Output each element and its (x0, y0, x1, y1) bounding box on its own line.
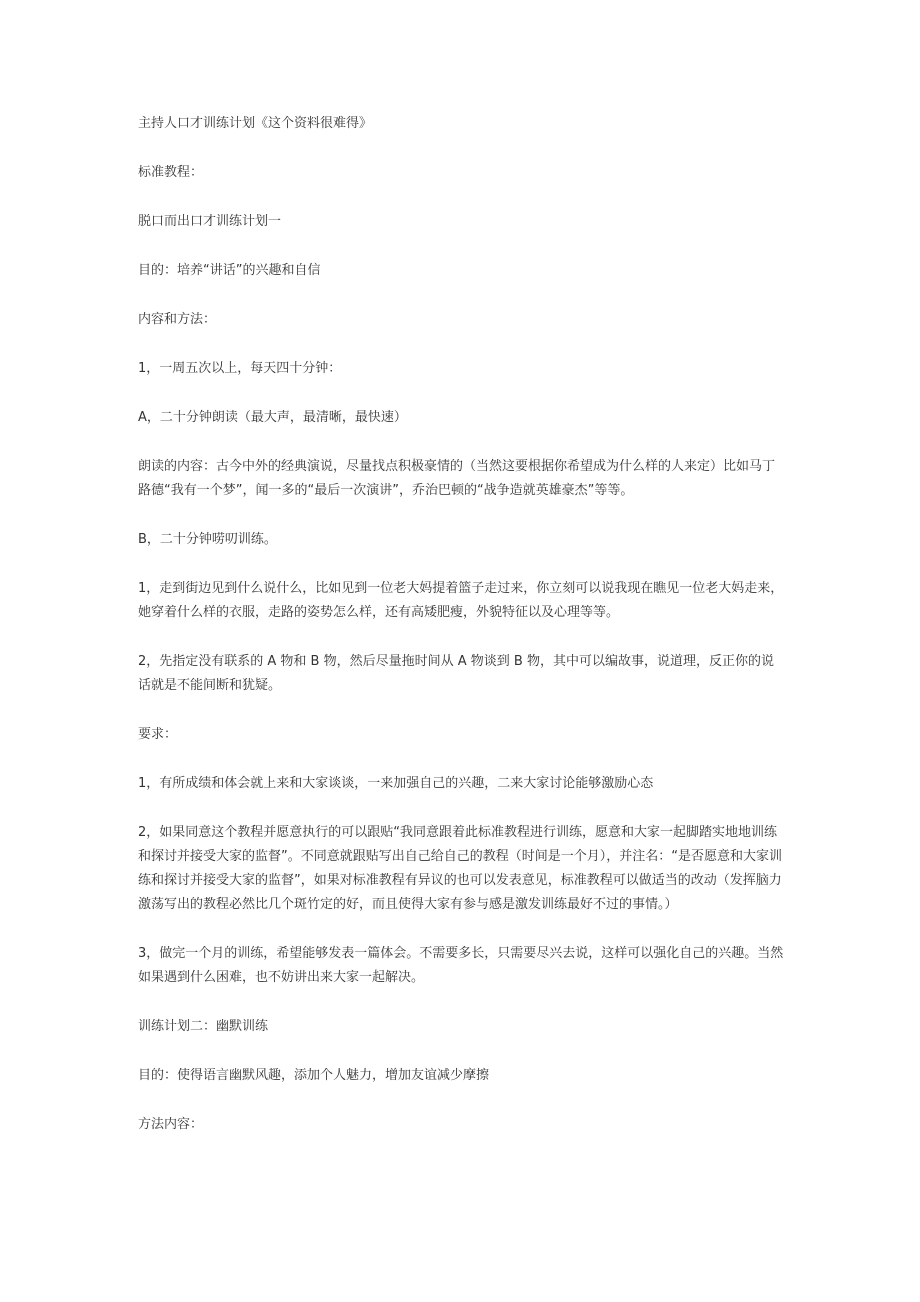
document-title: 主持人口才训练计划《这个资料很难得》 (138, 116, 373, 131)
paragraph: 内容和方法： (138, 312, 217, 327)
paragraph: 方法内容： (138, 1117, 204, 1132)
paragraph: A，二十分钟朗读（最大声，最清晰，最快速） (138, 410, 407, 425)
paragraph: 3，做完一个月的训练，希望能够发表一篇体会。不需要多长，只需要尽兴去说，这样可以强化自己的兴趣。当然如果遇到什么困难，也不妨讲出来大家一起解决。 (138, 946, 784, 985)
paragraph: 脱口而出口才训练计划一 (138, 214, 282, 229)
paragraph: 2，先指定没有联系的 A 物和 B 物，然后尽量拖时间从 A 物谈到 B 物，其中可以编故事，说道理，反正你的说话就是不能间断和犹疑。 (138, 654, 774, 693)
paragraph: 朗读的内容：古今中外的经典演说，尽量找点积极豪情的（当然这要根据你希望成为什么样的人来定）比如马丁路德“我有一个梦”，闻一多的“最后一次演讲”，乔治巴顿的“战争造就英雄豪杰”等等。 (138, 459, 776, 498)
paragraph: 目的：培养“讲话”的兴趣和自信 (138, 263, 321, 278)
paragraph: B，二十分钟唠叨训练。 (138, 532, 277, 547)
paragraph: 1，走到街边见到什么说什么，比如见到一位老大妈提着篮子走过来，你立刻可以说我现在瞧见一位老大妈走来，她穿着什么样的衣服，走路的姿势怎么样，还有高矮肥瘦，外貌特征以及心理等等。 (138, 581, 784, 620)
paragraph: 1，一周五次以上，每天四十分钟： (138, 361, 342, 376)
paragraph: 目的：使得语言幽默风趣，添加个人魅力，增加友谊减少摩擦 (138, 1068, 490, 1083)
document-body (138, 112, 786, 1162)
paragraph: 2，如果同意这个教程并愿意执行的可以跟贴“我同意跟着此标准教程进行训练，愿意和大家一起脚踏实地地训练和探讨并接受大家的监督”。不同意就跟贴写出自己给自己的教程（时间是一个月），并注名：“是否愿意和大家训练和探讨并接受大家的监督”，如果对标准教程有异议的也可以发表意见，标准教程可以做适当的改动（发挥脑力激荡写出的教程必然比几个斑竹定的好，而且使得大家有参与感是激发训练最好不过的事情。） (138, 825, 782, 912)
paragraph: 1，有所成绩和体会就上来和大家谈谈，一来加强自己的兴趣，二来大家讨论能够激励心态 (138, 776, 654, 791)
paragraph: 训练计划二：幽默训练 (138, 1019, 269, 1034)
paragraph: 标准教程： (138, 165, 204, 180)
paragraph: 要求： (138, 727, 178, 742)
